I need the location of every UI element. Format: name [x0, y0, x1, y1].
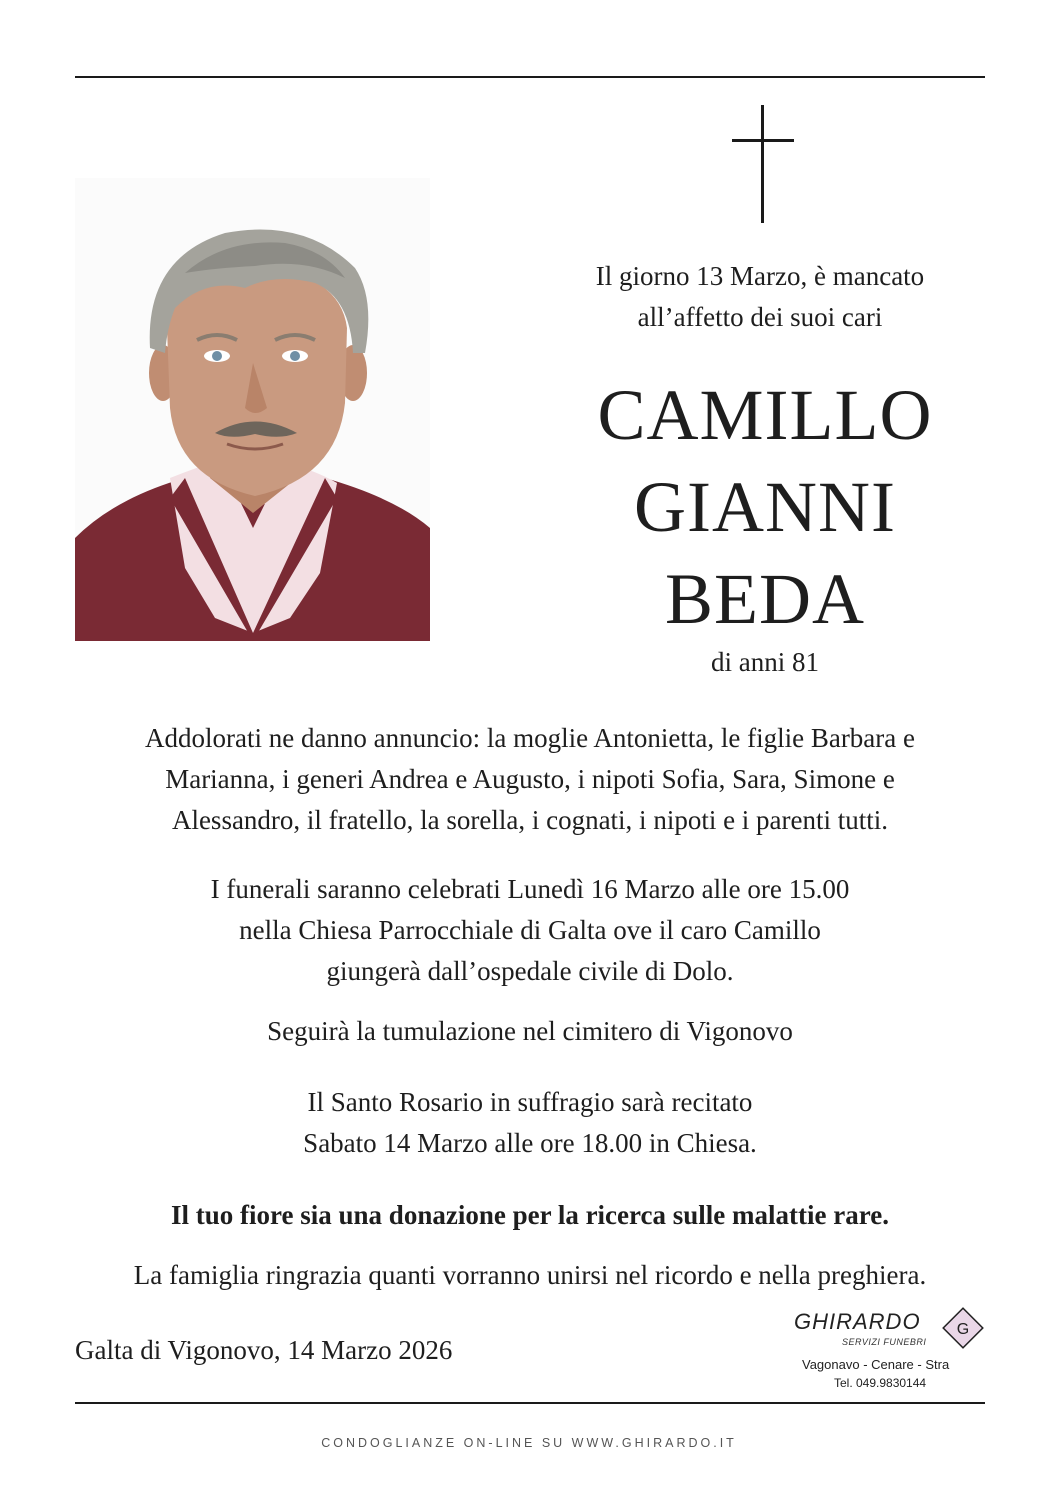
cross-icon: [732, 105, 794, 223]
bottom-rule: [75, 1402, 985, 1404]
intro-line: Il giorno 13 Marzo, è mancato: [595, 261, 925, 291]
first-name: CAMILLO: [597, 375, 933, 455]
burial-text: Seguirà la tumulazione nel cimitero di Vigonovo: [267, 1016, 793, 1046]
footer-condolences: CONDOGLIANZE ON-LINE SU WWW.GHIRARDO.IT: [321, 1436, 737, 1450]
place-date: Galta di Vigonovo, 14 Marzo 2026: [75, 1335, 453, 1365]
funeral-home-locations: Vagonavo - Cenare - Stra: [802, 1357, 950, 1372]
funeral-home-name: GHIRARDO: [794, 1309, 921, 1334]
intro-text: [530, 256, 990, 338]
funeral-home-subtitle: SERVIZI FUNEBRI: [842, 1337, 927, 1347]
rosary-line: Il Santo Rosario in suffragio sarà recitato: [307, 1087, 753, 1117]
flower-request: Il tuo fiore sia una donazione per la ricerca sulle malattie rare.: [171, 1200, 889, 1230]
funeral-home-phone: Tel. 049.9830144: [834, 1376, 927, 1390]
age-text: di anni 81: [711, 647, 819, 677]
funeral-paragraph: [60, 869, 1000, 992]
rosary-line: Sabato 14 Marzo alle ore 18.00 in Chiesa.: [303, 1128, 757, 1158]
portrait-photo: [75, 178, 430, 641]
top-rule: [75, 76, 985, 78]
funeral-line: nella Chiesa Parrocchiale di Galta ove il caro Camillo: [239, 915, 821, 945]
monogram-icon: [940, 1305, 986, 1351]
funeral-line: giungerà dall’ospedale civile di Dolo.: [326, 956, 734, 986]
announcement-line: Marianna, i generi Andrea e Augusto, i nipoti Sofia, Sara, Simone e: [165, 764, 895, 794]
monogram-letter: G: [956, 1321, 970, 1338]
last-name: BEDA: [665, 559, 865, 639]
intro-line: all’affetto dei suoi cari: [637, 302, 883, 332]
rosary-paragraph: [60, 1082, 1000, 1164]
funeral-home-logo: [782, 1305, 992, 1397]
deceased-name: [520, 369, 1010, 645]
funeral-line: I funerali saranno celebrati Lunedì 16 Marzo alle ore 15.00: [210, 874, 850, 904]
middle-name: GIANNI: [634, 467, 896, 547]
announcement-paragraph: [60, 718, 1000, 841]
thanks-text: La famiglia ringrazia quanti vorranno unirsi nel ricordo e nella preghiera.: [133, 1260, 927, 1290]
announcement-line: Addolorati ne danno annuncio: la moglie Antonietta, le figlie Barbara e: [144, 723, 915, 753]
announcement-line: Alessandro, il fratello, la sorella, i cognati, i nipoti e i parenti tutti.: [171, 805, 889, 835]
